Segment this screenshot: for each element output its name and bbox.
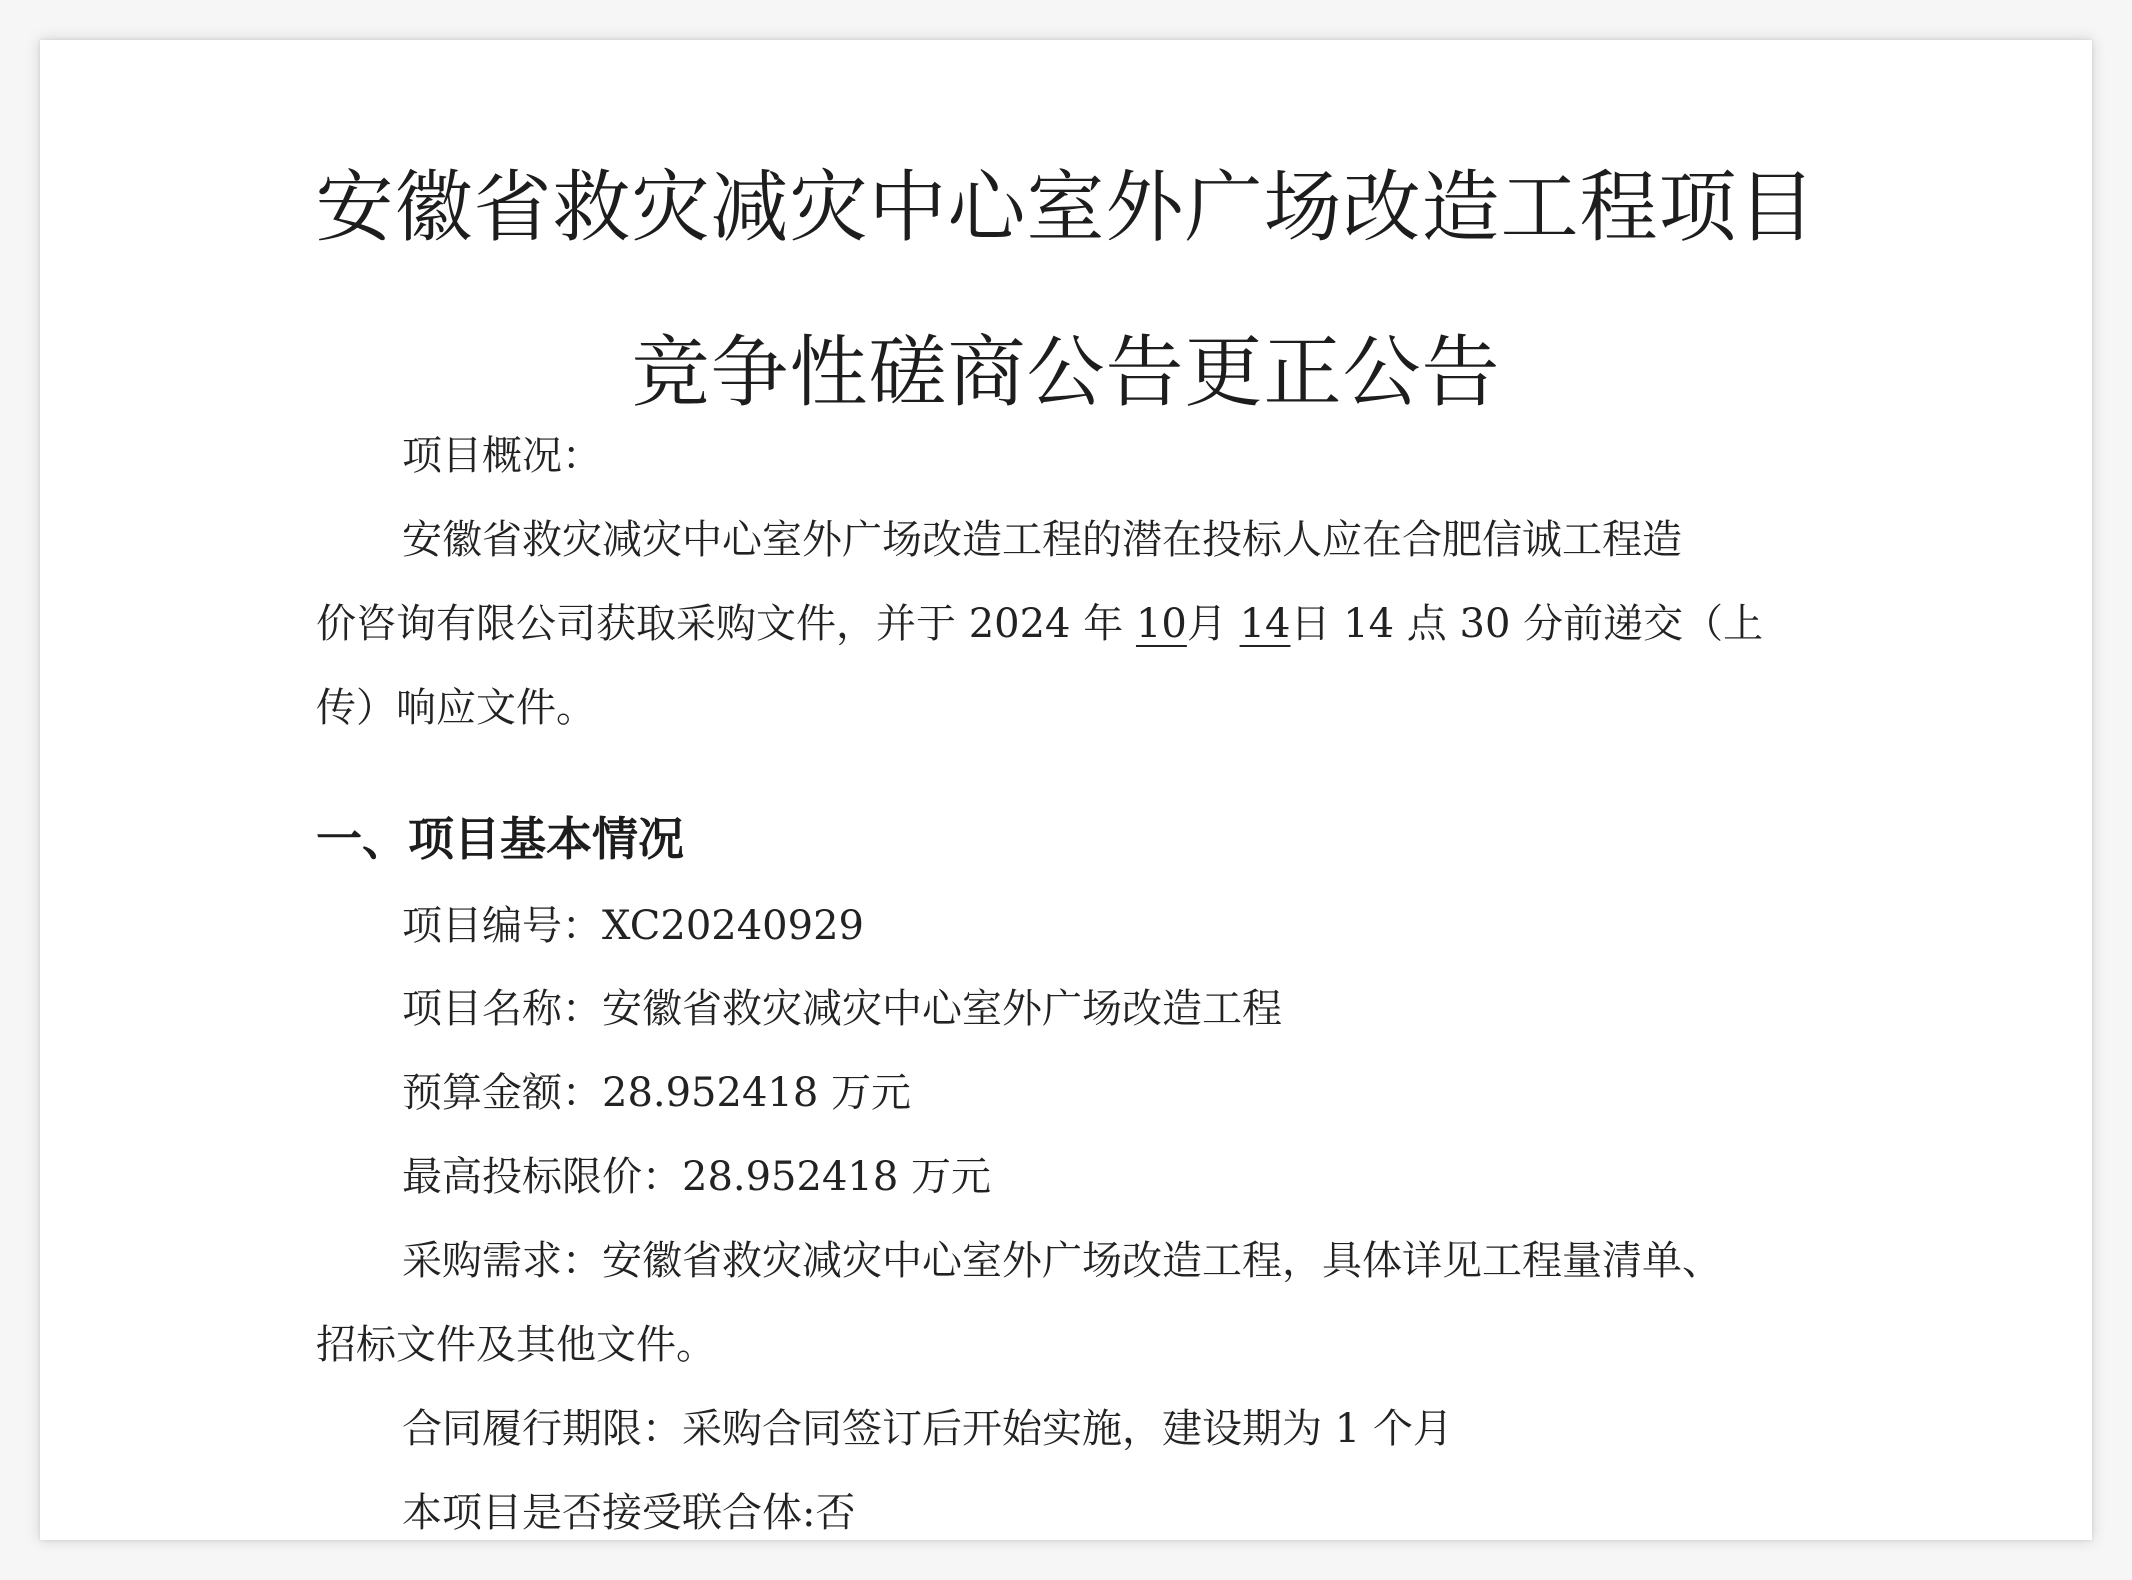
section-heading-basic-info: 一、项目基本情况 <box>316 812 684 866</box>
overview-line-2-suffix: 日 14 点 30 分前递交（上 <box>1290 601 1764 647</box>
document-title-line-1: 安徽省救灾减灾中心室外广场改造工程项目 <box>315 163 1817 253</box>
project-number: 项目编号：XC20240929 <box>402 903 864 949</box>
document-page <box>40 40 2092 1540</box>
consortium-acceptance: 本项目是否接受联合体:否 <box>402 1490 856 1536</box>
procurement-demand-line-2: 招标文件及其他文件。 <box>316 1322 716 1368</box>
contract-period: 合同履行期限：采购合同签订后开始实施，建设期为 1 个月 <box>402 1406 1453 1452</box>
project-name: 项目名称：安徽省救灾减灾中心室外广场改造工程 <box>402 986 1282 1032</box>
overview-line-1: 安徽省救灾减灾中心室外广场改造工程的潜在投标人应在合肥信诚工程造 <box>402 517 1682 563</box>
deadline-month: 10 <box>1135 601 1187 647</box>
overview-label: 项目概况： <box>402 433 602 479</box>
document-title-line-2: 竞争性磋商公告更正公告 <box>631 328 1501 418</box>
deadline-month-unit: 月 <box>1186 601 1240 647</box>
procurement-demand-line-1: 采购需求：安徽省救灾减灾中心室外广场改造工程，具体详见工程量清单、 <box>402 1238 1722 1284</box>
budget-amount: 预算金额：28.952418 万元 <box>402 1070 912 1116</box>
max-bid-price: 最高投标限价：28.952418 万元 <box>402 1154 992 1200</box>
overview-line-2 <box>316 592 1763 649</box>
overview-line-2-prefix: 价咨询有限公司获取采购文件，并于 2024 年 <box>316 601 1136 647</box>
deadline-day: 14 <box>1239 601 1291 647</box>
overview-line-3: 传）响应文件。 <box>316 685 596 731</box>
